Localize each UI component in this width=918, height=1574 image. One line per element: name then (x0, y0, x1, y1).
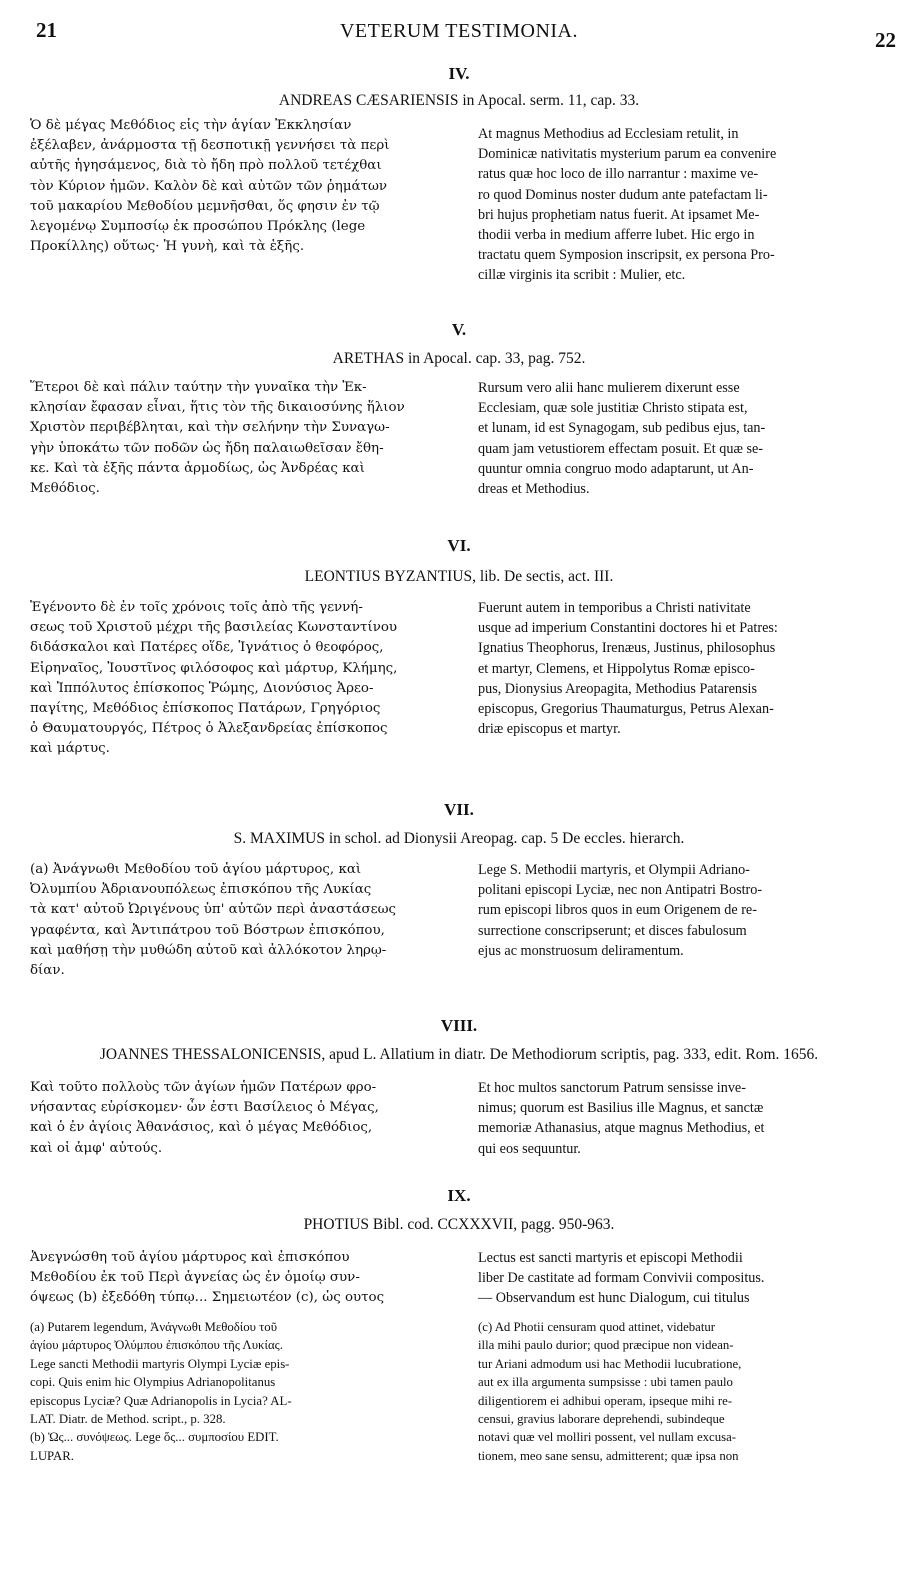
footnote-line: tur Ariani admodum usi hac Methodii lucubratione, (478, 1356, 742, 1371)
latin-line: nimus; quorum est Basilius ille Magnus, et sanctæ (478, 1100, 764, 1117)
latin-line: At magnus Methodius ad Ecclesiam retulit, in (478, 126, 739, 142)
greek-line: Μεθόδιος. (30, 480, 100, 496)
greek-line: κλησίαν ἔφασαν εἶναι, ἥτις τὸν τῆς δικαιοσύνης ἥλιον (30, 400, 405, 416)
section-numeral: IX. (447, 1186, 471, 1205)
footnote-line: aut ex illa argumenta sumpsisse : ubi tamen paulo (478, 1375, 733, 1390)
latin-line: ro quod Dominus noster dudum ante patefactam li- (478, 186, 768, 203)
greek-line: διδάσκαλοι καὶ Πατέρες οἵδε, Ἰγνάτιος ὁ θεοφόρος, (30, 640, 384, 656)
latin-line: thodii verba in medium afferre lubet. Hic ergo in (478, 226, 755, 243)
latin-line: et martyr, Clemens, et Hippolytus Romæ episco- (478, 660, 755, 677)
greek-line: ἐξέλαβεν, ἀνάρμοστα τῇ δεσποτικῇ γεννήσει τὰ περὶ (30, 138, 390, 154)
greek-column (30, 116, 470, 257)
greek-line: Ἐγένοντο δὲ ἐν τοῖς χρόνοις τοῖς ἀπὸ τῆς γεννή- (30, 600, 363, 615)
latin-column (478, 1248, 908, 1309)
greek-line: Εἰρηναῖος, Ἰουστῖνος φιλόσοφος καὶ μάρτυρ, Κλήμης, (30, 660, 398, 676)
greek-line: (a) Ἀνάγνωθι Μεθοδίου τοῦ ἁγίου μάρτυρος, καὶ (30, 862, 362, 877)
running-title: VETERUM TESTIMONIA. (339, 20, 578, 42)
greek-line: αὐτῆς ἡγησάμενος, διὰ τὸ ἤδη πρὸ πολλοῦ τετέχθαι (30, 158, 382, 174)
latin-line: — Observandum est hunc Dialogum, cui titulus (478, 1290, 750, 1307)
footnote-line: episcopus Lyciæ? Quæ Adrianopolis in Lycia? AL- (30, 1393, 292, 1408)
latin-line: driæ episcopus et martyr. (478, 721, 621, 738)
greek-line: δίαν. (30, 962, 65, 978)
latin-column (478, 598, 908, 739)
latin-line: politani episcopi Lyciæ, nec non Antipatri Bostro- (478, 882, 763, 899)
greek-line: Ὀλυμπίου Ἀδριανουπόλεως ἐπισκόπου τῆς Λυκίας (30, 882, 372, 898)
greek-line: καὶ μαθήσῃ τὴν μυθώδη αὐτοῦ καὶ ἀλλόκοτον ληρῳ- (30, 942, 387, 958)
section-numeral: IV. (448, 64, 470, 83)
greek-column (30, 1248, 470, 1309)
latin-line: dreas et Methodius. (478, 480, 590, 497)
latin-line: Ecclesiam, quæ sole justitiæ Christo stipata est, (478, 400, 748, 417)
greek-line: λεγομένῳ Συμποσίῳ ἐκ προσώπου Πρόκλης (lege (30, 218, 366, 234)
footnote-line: LAT. Diatr. de Method. script., p. 328. (30, 1411, 226, 1426)
greek-line: τὰ κατ' αὐτοῦ Ὠριγένους ὑπ' αὐτῶν περὶ ἀναστάσεως (30, 902, 396, 918)
section-source: PHOTIUS Bibl. cod. CCXXXVII, pagg. 950-963. (303, 1216, 615, 1233)
greek-line: νήσαντας εὑρίσκομεν· ὧν ἐστι Βασίλειος ὁ Μέγας, (30, 1100, 379, 1116)
greek-line: Χριστὸν περιβέβληται, καὶ τὴν σελήνην τὴν Συναγω- (30, 420, 390, 436)
section-numeral: V. (451, 320, 467, 339)
latin-column (478, 124, 908, 286)
latin-line: et lunam, id est Synagogam, sub pedibus ejus, tan- (478, 420, 766, 437)
greek-line: Ἕτεροι δὲ καὶ πάλιν ταύτην τὴν γυναῖκα τὴν Ἐκ- (30, 380, 367, 395)
greek-line: Προκίλλης) οὕτως· Ἡ γυνὴ, καὶ τὰ ἑξῆς. (30, 239, 305, 255)
greek-line: καὶ Ἱππόλυτος ἐπίσκοπος Ῥώμης, Διονύσιος Ἀρεο- (30, 680, 374, 696)
latin-line: Dominicæ nativitatis mysterium parum ea convenire (478, 146, 777, 163)
page-number-left: 21 (36, 18, 57, 42)
greek-line: καὶ μάρτυς. (30, 741, 110, 757)
latin-line: quam jam vetustiorem effectam posuit. Et quæ se- (478, 440, 763, 457)
greek-line: Ἀνεγνώσθη τοῦ ἁγίου μάρτυρος καὶ ἐπισκόπου (30, 1250, 350, 1265)
footnote-line: copi. Quis enim hic Olympius Adrianopolitanus (30, 1375, 276, 1390)
footnotes-left (30, 1318, 470, 1465)
section-source: JOANNES THESSALONICENSIS, apud L. Allatium in diatr. De Methodiorum scriptis, pag. 333, edit. Rom. 1656. (99, 1046, 819, 1063)
footnote-line: LUPAR. (30, 1448, 74, 1463)
latin-line: Ignatius Theophorus, Irenæus, Justinus, philosophus (478, 640, 776, 657)
greek-line: γραφέντα, καὶ Ἀντιπάτρου τοῦ Βόστρων ἐπισκόπου, (30, 922, 385, 938)
footnote-line: diligentiorem ei adhibui operam, ipseque mihi re- (478, 1393, 733, 1408)
footnote-line: tionem, meo sane sensu, admitterent; quæ ipsa non (478, 1448, 739, 1463)
footnote-line: notavi quæ vel molliri possent, vel nullam excusa- (478, 1430, 737, 1445)
greek-line: Μεθοδίου ἐκ τοῦ Περὶ ἁγνείας ὡς ἐν ὁμοίῳ συν- (30, 1270, 360, 1286)
greek-column (30, 598, 470, 760)
section-source: S. MAXIMUS in schol. ad Dionysii Areopag. cap. 5 De eccles. hierarch. (233, 830, 685, 847)
latin-line: quuntur omnia congruo modo adaptarunt, ut An- (478, 460, 754, 477)
section-numeral: VII. (444, 800, 474, 819)
latin-line: episcopus, Gregorius Thaumaturgus, Petrus Alexan- (478, 700, 774, 717)
greek-line: κε. Καὶ τὰ ἑξῆς πάντα ἁρμοδίως, ὡς Ἀνδρέας καὶ (30, 460, 365, 476)
latin-line: qui eos sequuntur. (478, 1140, 581, 1157)
latin-line: ejus ac monstruosum deliramentum. (478, 942, 684, 959)
greek-line: παγίτης, Μεθόδιος ἐπίσκοπος Πατάρων, Γρηγόριος (30, 700, 381, 716)
greek-column (30, 1078, 470, 1159)
section-source: ANDREAS CÆSARIENSIS in Apocal. serm. 11, cap. 33. (278, 92, 640, 109)
latin-line: memoriæ Athanasius, atque magnus Methodius, et (478, 1120, 765, 1137)
section-source: ARETHAS in Apocal. cap. 33, pag. 752. (332, 350, 586, 367)
footnote-line: (a) Putarem legendum, Ἀνάγνωθι Μεθοδίου τοῦ (30, 1320, 278, 1334)
latin-line: liber De castitate ad formam Convivii compositus. (478, 1270, 765, 1287)
greek-line: τοῦ μακαρίου Μεθοδίου μεμνῆσθαι, ὅς φησιν ἐν τῷ (30, 198, 380, 214)
latin-line: surrectione conscripserunt; et disces fabulosum (478, 922, 747, 939)
footnote-line: (c) Ad Photii censuram quod attinet, videbatur (478, 1320, 716, 1334)
greek-column (30, 378, 470, 499)
latin-line: usque ad imperium Constantini doctores hi et Patres: (478, 620, 778, 637)
greek-line: ὁ Θαυματουργός, Πέτρος ὁ Ἀλεξανδρείας ἐπίσκοπος (30, 721, 388, 737)
latin-line: Lectus est sancti martyris et episcopi Methodii (478, 1250, 743, 1266)
greek-line: Καὶ τοῦτο πολλοὺς τῶν ἁγίων ἡμῶν Πατέρων φρο- (30, 1080, 377, 1095)
latin-column (478, 860, 908, 961)
latin-line: pus, Dionysius Areopagita, Methodius Patarensis (478, 680, 757, 697)
latin-column (478, 1078, 908, 1159)
page-number-right: 22 (875, 28, 896, 52)
latin-column (478, 378, 908, 499)
section-source: LEONTIUS BYZANTIUS, lib. De sectis, act. III. (304, 568, 614, 585)
footnote-line: (b) Ὡς... συνόψεως. Lege ὅς... συμποσίου EDIT. (30, 1430, 279, 1445)
latin-line: Fuerunt autem in temporibus a Christi nativitate (478, 600, 751, 616)
latin-line: bri hujus prophetiam natus fuerit. At ipsamet Me- (478, 206, 760, 223)
greek-line: καὶ ὁ ἐν ἁγίοις Ἀθανάσιος, καὶ ὁ μέγας Μεθόδιος, (30, 1120, 373, 1136)
latin-line: Et hoc multos sanctorum Patrum sensisse inve- (478, 1080, 746, 1096)
footnote-line: ἁγίου μάρτυρος Ὀλύμπου ἐπισκόπου τῆς Λυκίας. (30, 1338, 283, 1353)
section-numeral: VI. (447, 536, 471, 555)
latin-line: tractatu quem Symposion inscripsit, ex persona Pro- (478, 247, 775, 264)
greek-line: όψεως (b) ἐξεδόθη τύπῳ... Σημειωτέον (c), ὡς ουτος (30, 1290, 385, 1306)
greek-line: τὸν Κύριον ἡμῶν. Καλὸν δὲ καὶ αὐτῶν τῶν ῥημάτων (30, 178, 388, 194)
greek-line: καὶ οἱ ἀμφ' αὐτούς. (30, 1140, 163, 1156)
greek-line: σεως τοῦ Χριστοῦ μέχρι τῆς βασιλείας Κωνσταντίνου (30, 620, 398, 636)
section-numeral: VIII. (440, 1016, 478, 1035)
latin-line: Rursum vero alii hanc mulierem dixerunt esse (478, 380, 740, 396)
footnote-line: illa mihi paulo durior; quod præcipue non videan- (478, 1338, 734, 1353)
greek-line: Ὁ δὲ μέγας Μεθόδιος εἰς τὴν ἁγίαν Ἐκκλησίαν (30, 118, 352, 133)
latin-line: ratus quæ hoc loco de illo narrantur : maxime ve- (478, 166, 759, 183)
latin-line: cillæ virginis ita scribit : Mulier, etc. (478, 267, 686, 284)
latin-line: Lege S. Methodii martyris, et Olympii Adriano- (478, 862, 750, 878)
greek-line: γὴν ὑποκάτω τῶν ποδῶν ὡς ἤδη παλαιωθεῖσαν ἔθη- (30, 440, 384, 456)
footnotes-right (478, 1318, 908, 1465)
latin-line: rum episcopi libros quos in eum Origenem de re- (478, 902, 757, 919)
footnote-line: censui, gravius laborare deprehendi, subindeque (478, 1411, 725, 1426)
footnote-line: Lege sancti Methodii martyris Olympi Lyciæ epis- (30, 1356, 290, 1371)
greek-column (30, 860, 470, 981)
